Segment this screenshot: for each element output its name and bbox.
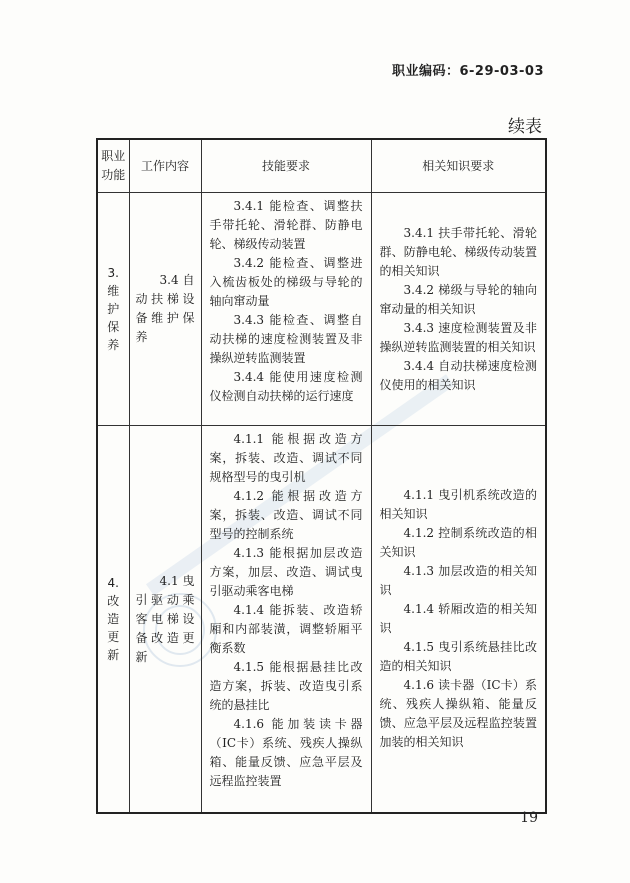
- function-char: 改: [107, 594, 120, 608]
- header-function: [97, 139, 129, 193]
- work-content-cell: [129, 426, 201, 814]
- work-content-cell: [129, 193, 201, 426]
- knowledge-item: 3.4.2 梯级与导轮的轴向窜动量的相关知识: [379, 282, 537, 316]
- skill-item: 3.4.2 能检查、调整进入梳齿板处的梯级与导轮的轴向窜动量: [209, 256, 363, 308]
- header-knowledge: 相关知识要求: [371, 139, 546, 193]
- skill-item: 3.4.3 能检查、调整自动扶梯的速度检测装置及非操纵逆转监测装置: [209, 313, 363, 365]
- knowledge-item: 3.4.1 扶手带托轮、滑轮群、防静电轮、梯级传动装置的相关知识: [379, 225, 537, 278]
- skill-item: 4.1.3 能根据加层改造方案，加层、改造、调试曳引驱动乘客电梯: [209, 546, 363, 598]
- page-number: 19: [520, 810, 538, 826]
- skill-item: 4.1.6 能加装读卡器（IC卡）系统、残疾人操纵箱、能量反馈、应急平层及远程监控装置: [209, 717, 363, 788]
- table-row: [97, 426, 546, 814]
- continued-label: 续表: [508, 117, 542, 137]
- function-char: 保: [107, 320, 120, 334]
- skill-item: 4.1.5 能根据悬挂比改造方案，拆装、改造曳引系统的悬挂比: [209, 660, 363, 712]
- header-skill: 技能要求: [201, 139, 371, 193]
- work-content-text: 4.1 曳引驱动乘客电梯设备改造更新: [135, 573, 195, 664]
- table-row: [97, 193, 546, 426]
- knowledge-requirements-cell: [371, 426, 546, 814]
- function-char: 3.: [107, 266, 119, 280]
- header-work: 工作内容: [129, 139, 201, 193]
- header-function-line2: 功能: [101, 168, 126, 182]
- function-char: 4.: [107, 576, 119, 590]
- skill-requirements-cell: [201, 193, 371, 426]
- function-char: 护: [107, 302, 120, 316]
- function-char: 更: [107, 630, 120, 644]
- skill-item: 4.1.4 能拆装、改造轿厢和内部装潢，调整轿厢平衡系数: [209, 603, 363, 655]
- knowledge-item: 4.1.3 加层改造的相关知识: [379, 564, 537, 597]
- function-char: 新: [107, 648, 120, 662]
- occupation-code: 职业编码：6-29-03-03: [391, 64, 544, 79]
- work-content-text: 3.4 自动扶梯设备维护保养: [135, 273, 195, 344]
- knowledge-item: 3.4.4 自动扶梯速度检测仪使用的相关知识: [379, 358, 537, 392]
- function-char: 养: [107, 338, 120, 352]
- table-header-row: [97, 139, 546, 193]
- knowledge-item: 4.1.5 曳引系统悬挂比改造的相关知识: [379, 640, 537, 673]
- knowledge-item: 4.1.4 轿厢改造的相关知识: [379, 602, 537, 635]
- skill-requirements-cell: [201, 426, 371, 814]
- knowledge-item: 4.1.1 曳引机系统改造的相关知识: [379, 488, 537, 521]
- knowledge-requirements-cell: [371, 193, 546, 426]
- skill-item: 3.4.1 能检查、调整扶手带托轮、滑轮群、防静电轮、梯级传动装置: [209, 199, 363, 251]
- function-cell: [97, 426, 129, 814]
- skills-table: [96, 138, 547, 814]
- knowledge-item: 4.1.2 控制系统改造的相关知识: [379, 526, 537, 559]
- skill-item: 4.1.2 能根据改造方案，拆装、改造、调试不同型号的控制系统: [209, 489, 363, 541]
- skill-item: 4.1.1 能根据改造方案，拆装、改造、调试不同规格型号的曳引机: [209, 432, 363, 484]
- header-function-line1: 职业: [101, 149, 126, 163]
- function-char: 维: [107, 284, 120, 298]
- skill-item: 3.4.4 能使用速度检测仪检测自动扶梯的运行速度: [209, 370, 363, 403]
- knowledge-item: 3.4.3 速度检测装置及非操纵逆转监测装置的相关知识: [379, 320, 537, 354]
- knowledge-item: 4.1.6 读卡器（IC卡）系统、残疾人操纵箱、能量反馈、应急平层及远程监控装置加装的相关知识: [379, 678, 537, 749]
- function-char: 造: [107, 612, 120, 626]
- function-cell: [97, 193, 129, 426]
